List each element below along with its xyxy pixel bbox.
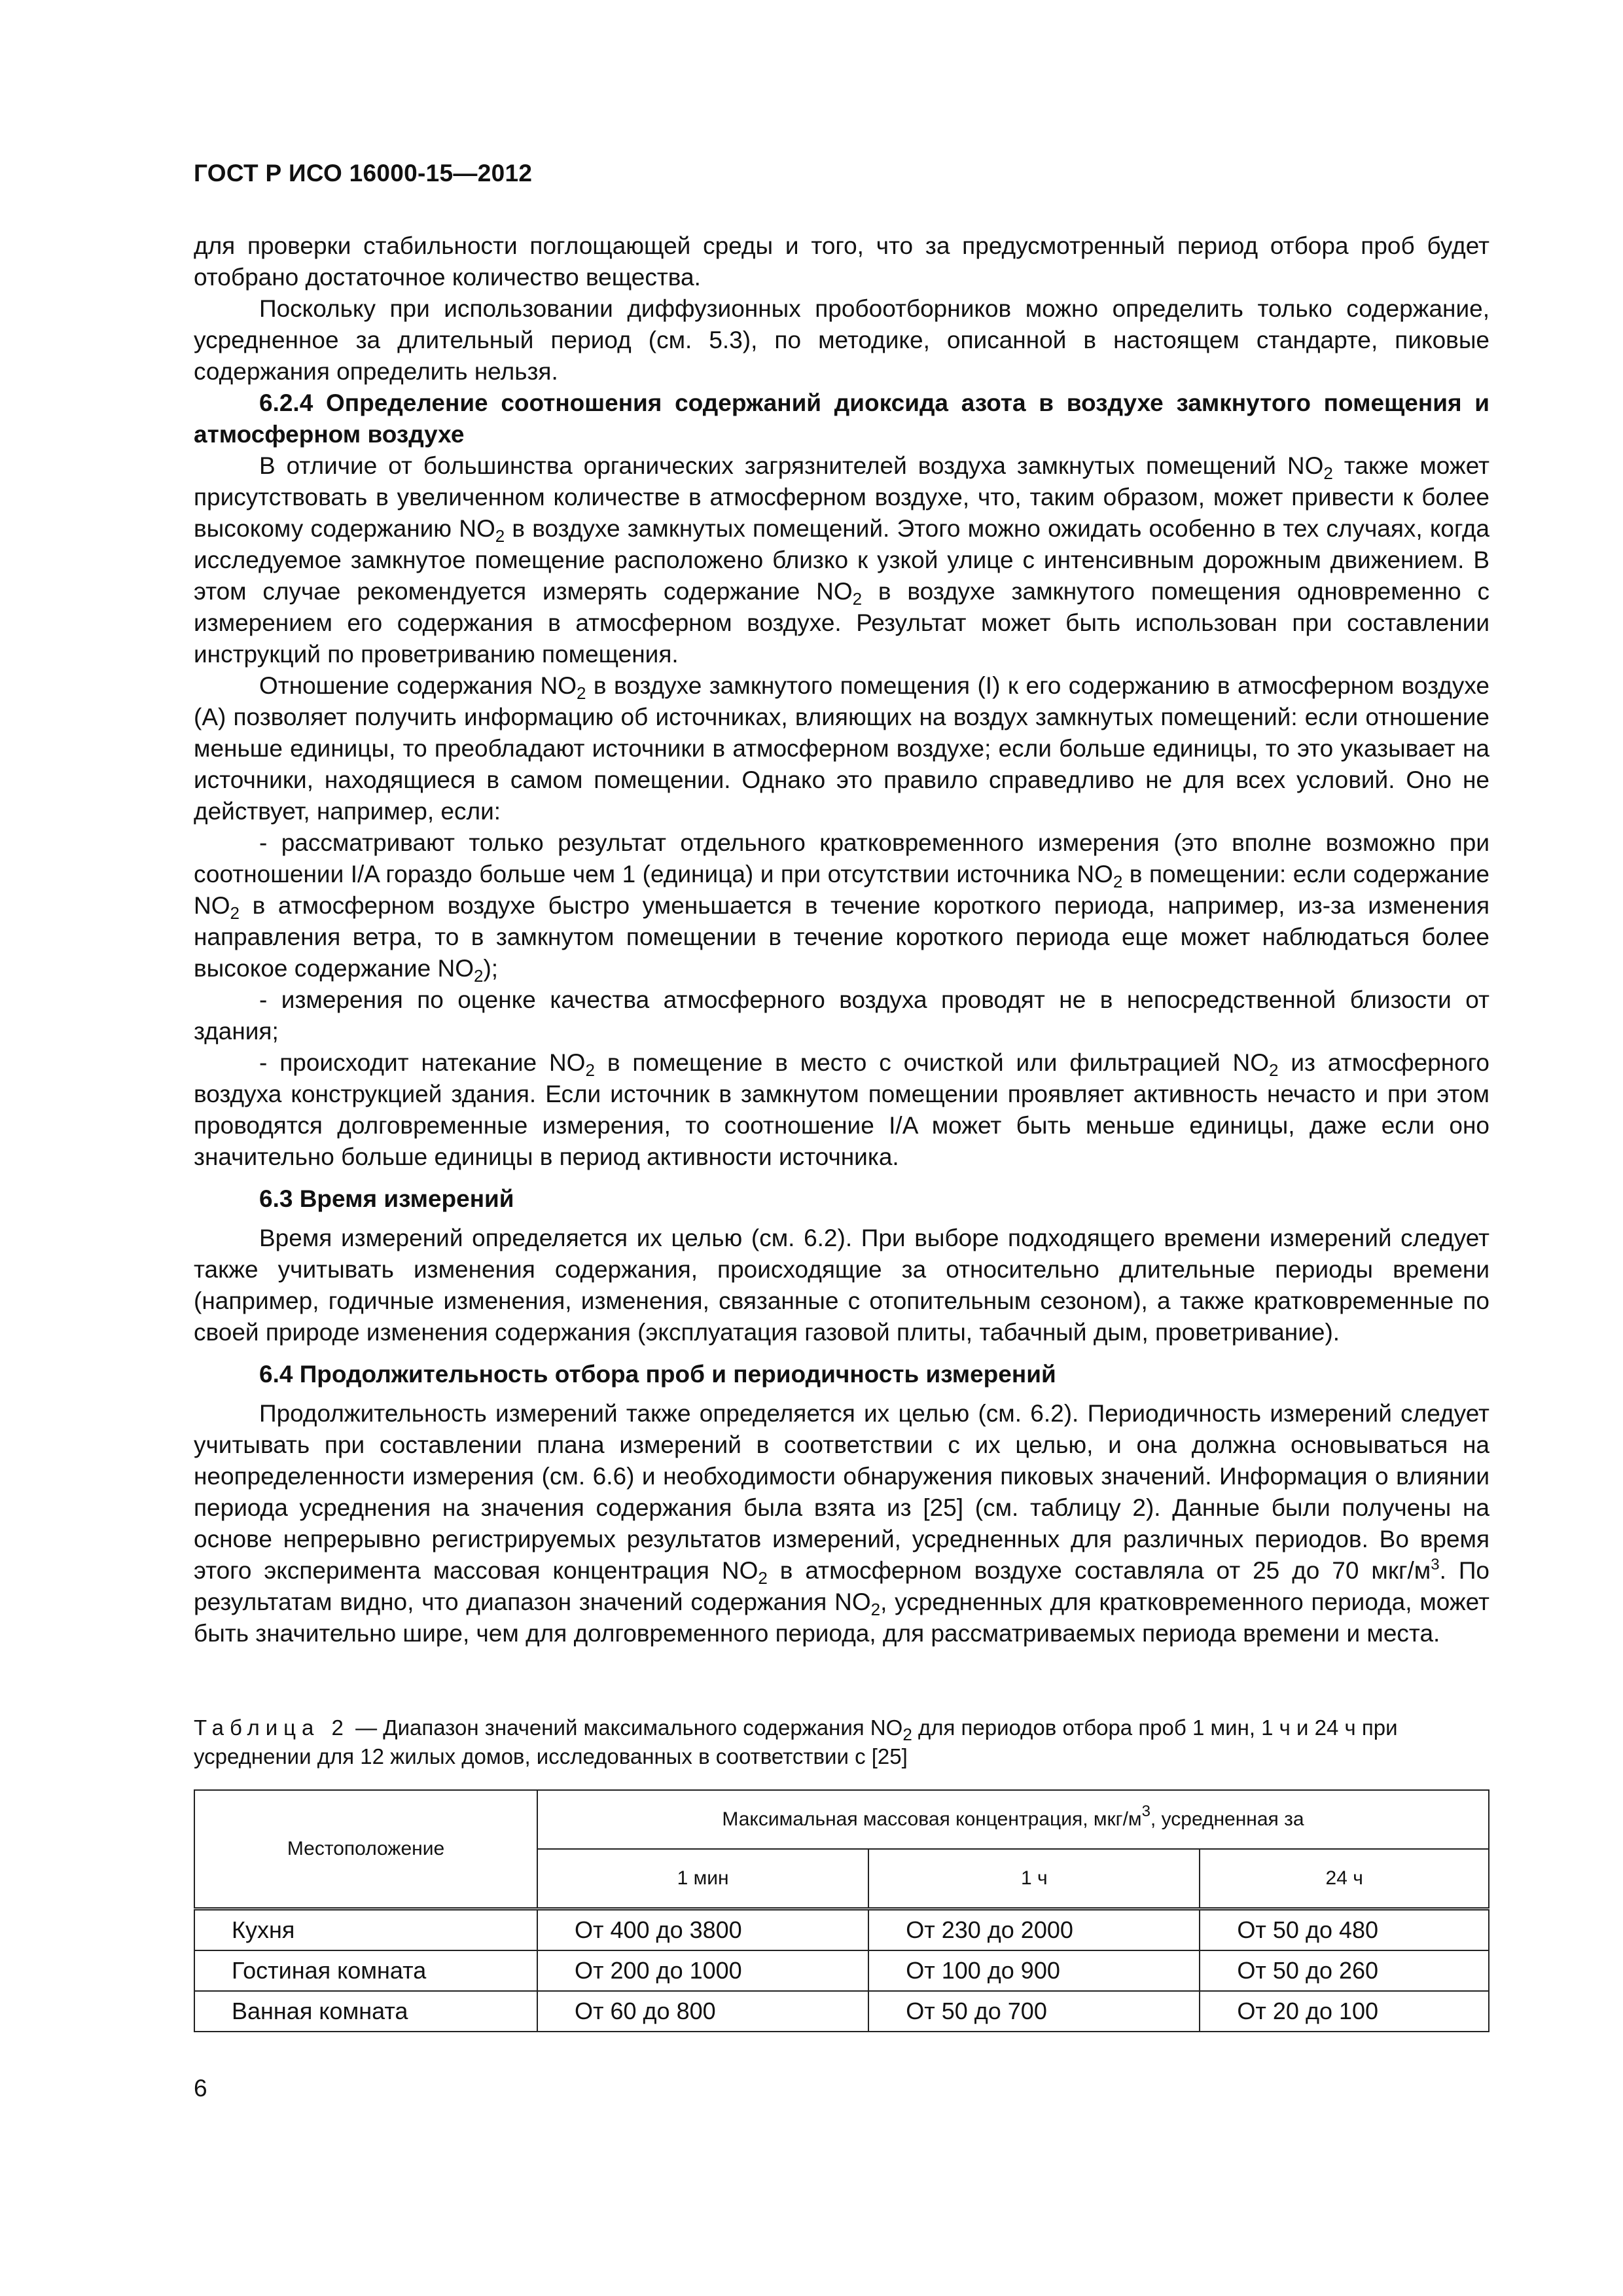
table-cell: От 50 до 700 xyxy=(868,1991,1200,2032)
document-header: ГОСТ Р ИСО 16000-15—2012 xyxy=(194,160,533,187)
table-caption: Таблица 2 — Диапазон значений максимального содержания $NO_2$ для периодов отбора проб 1 мин, 1 ч и 24 ч при усреднении для 12 жилых домов, исследованных в соответствии с [25] xyxy=(194,1715,1398,1768)
table-cell: От 20 до 100 xyxy=(1200,1991,1489,2032)
list-item: - происходит натекание $NO_2$ в помещение в место с очисткой или фильтрацией $NO_2$ из атмосферного воздуха конструкцией здания. Если источник в замкнутом помещении проявляет активность нечасто и при этом проводятся долговременные измерения, то соотношение I/A может быть меньше единицы, даже если оно значительно больше единицы в период активности источника. xyxy=(194,1049,1489,1170)
body-text xyxy=(194,230,1489,1649)
list-item: - рассматривают только результат отдельного кратковременного измерения (это вполне возможно при соотношении I/A гораздо больше чем 1 (единица) и при отсутствии источника $NO_2$ в помещении: если содержание $NO_2$ в атмосферном воздухе быстро уменьшается в течение короткого периода, например, из-за изменения направления ветра, то в замкнутом помещении в течение короткого периода еще может наблюдаться более высокое содержание $NO_2$); xyxy=(194,829,1489,986)
section-heading-6-3: 6.3 Время измерений xyxy=(259,1185,514,1212)
table-cell: От 400 до 3800 xyxy=(537,1909,868,1951)
table-row xyxy=(194,1991,1489,2032)
paragraph: Время измерений определяется их целью (см. 6.2). При выборе подходящего времени измерений следует также учитывать изменения содержания, происходящие за относительно длительные периоды времени (например, годичные изменения, изменения, связанные с отопительным сезоном), а также кратковременные по своей природе изменения содержания (эксплуатация газовой плиты, табачный дым, проветривание). xyxy=(194,1225,1489,1346)
table-row xyxy=(194,1909,1489,1951)
column-header-period: 1 мин xyxy=(537,1849,868,1909)
list-item: - измерения по оценке качества атмосферного воздуха проводят не в непосредственной близости от здания; xyxy=(194,986,1489,1045)
column-header-period: 24 ч xyxy=(1200,1849,1489,1909)
paragraph: для проверки стабильности поглощающей среды и того, что за предусмотренный период отбора проб будет отобрано достаточное количество вещества. xyxy=(194,232,1489,291)
column-group-header: Максимальная массовая концентрация, мкг/$м^3$, усредненная за xyxy=(537,1790,1489,1849)
table-cell: От 50 до 480 xyxy=(1200,1909,1489,1951)
section-heading-6-2-4: 6.2.4 Определение соотношения содержаний диоксида азота в воздухе замкнутого помещения и атмосферном воздухе xyxy=(194,389,1489,448)
table-cell: От 60 до 800 xyxy=(537,1991,868,2032)
column-header-period: 1 ч xyxy=(868,1849,1200,1909)
table-cell: От 230 до 2000 xyxy=(868,1909,1200,1951)
table-cell: От 50 до 260 xyxy=(1200,1950,1489,1991)
paragraph: Поскольку при использовании диффузионных пробоотборников можно определить только содержание, усредненное за длительный период (см. 5.3), по методике, описанной в настоящем стандарте, пиковые содержания определить нельзя. xyxy=(194,295,1489,385)
table-cell: Гостиная комната xyxy=(194,1950,537,1991)
data-table xyxy=(194,1789,1489,2032)
table-cell: От 200 до 1000 xyxy=(537,1950,868,1991)
section-heading-6-4: 6.4 Продолжительность отбора проб и периодичность измерений xyxy=(259,1361,1056,1388)
page-number: 6 xyxy=(194,2075,207,2102)
table-cell: От 100 до 900 xyxy=(868,1950,1200,1991)
column-header-location: Местоположение xyxy=(194,1790,537,1909)
paragraph: Продолжительность измерений также определяется их целью (см. 6.2). Периодичность измерений следует учитывать при составлении плана измерений в соответствии с их целью, и она должна основываться на неопределенности измерения (см. 6.6) и необходимости обнаружения пиковых значений. Информация о влиянии периода усреднения на значения содержания была взята из [25] (см. таблицу 2). Данные были получены на основе непрерывно регистрируемых результатов измерений, усредненных для различных периодов. Во время этого эксперимента массовая концентрация $NO_2$ в атмосферном воздухе составляла от 25 до 70 мкг/$м^3$. По результатам видно, что диапазон значений содержания $NO_2$, усредненных для кратковременного периода, может быть значительно шире, чем для долговременного периода, для рассматриваемых периода времени и места. xyxy=(194,1400,1490,1647)
table-cell: Ванная комната xyxy=(194,1991,537,2032)
paragraph: Отношение содержания $NO_2$ в воздухе замкнутого помещения (I) к его содержанию в атмосферном воздухе (A) позволяет получить информацию об источниках, влияющих на воздух замкнутых помещений: если отношение меньше единицы, то преобладают источники в атмосферном воздухе; если больше единицы, то это указывает на источники, находящиеся в самом помещении. Однако это правило справедливо не для всех условий. Оно не действует, например, если: xyxy=(194,672,1489,825)
table-row xyxy=(194,1950,1489,1991)
table-cell: Кухня xyxy=(194,1909,537,1951)
paragraph: В отличие от большинства органических загрязнителей воздуха замкнутых помещений $NO_2$ также может присутствовать в увеличенном количестве в атмосферном воздухе, что, таким образом, может привести к более высокому содержанию $NO_2$ в воздухе замкнутых помещений. Этого можно ожидать особенно в тех случаях, когда исследуемое замкнутое помещение расположено близко к узкой улице с интенсивным дорожным движением. В этом случае рекомендуется измерять содержание $NO_2$ в воздухе замкнутого помещения одновременно с измерением его содержания в атмосферном воздухе. Результат может быть использован при составлении инструкций по проветриванию помещения. xyxy=(194,452,1489,668)
